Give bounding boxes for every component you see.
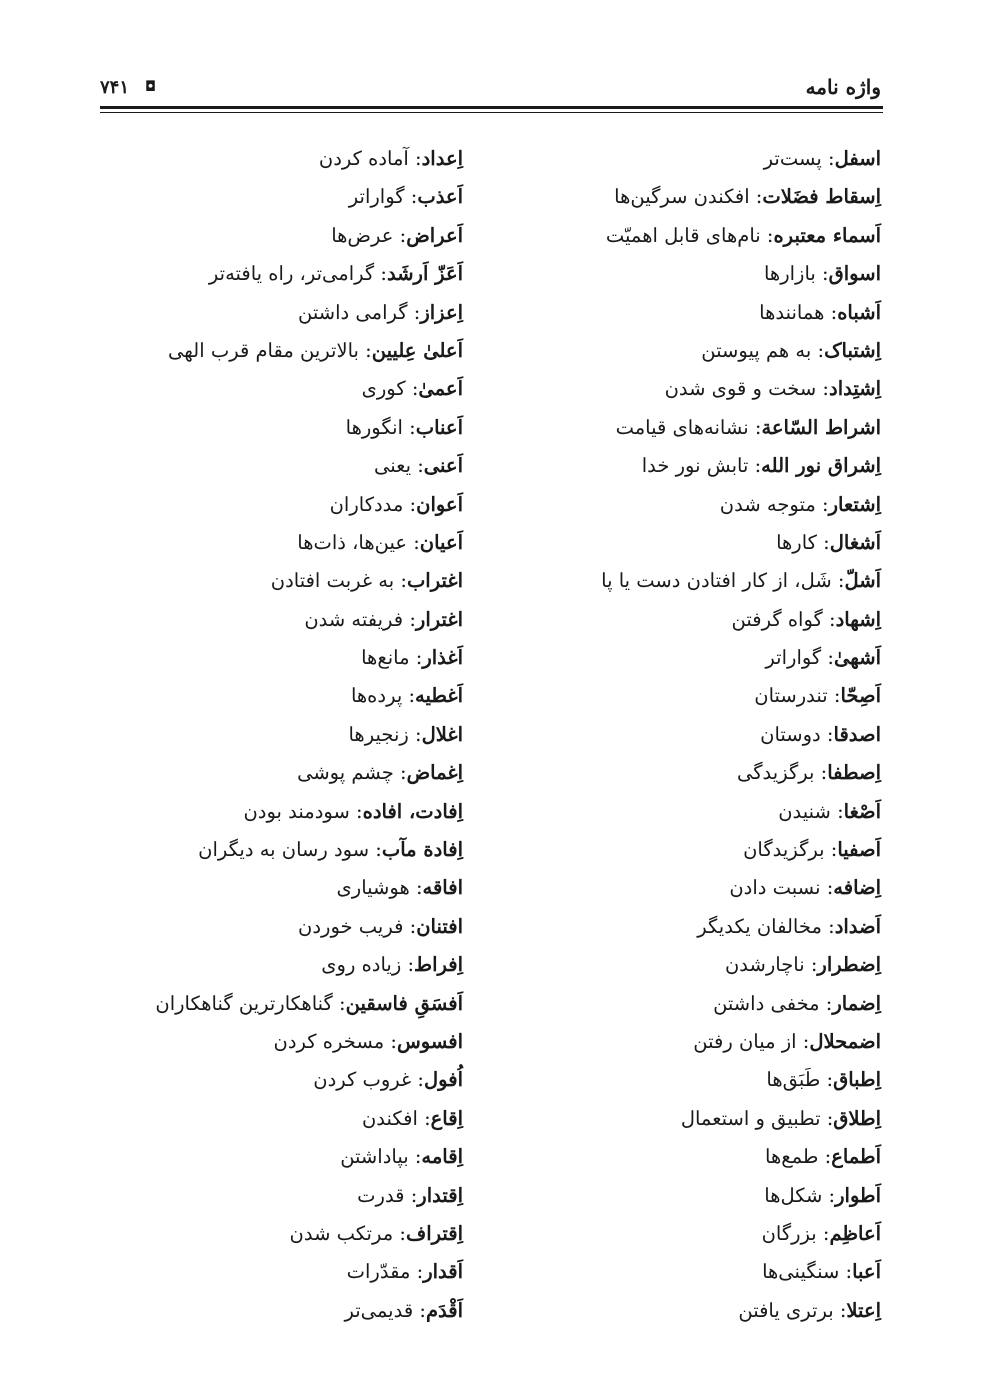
glossary-definition: طمع‌ها [765, 1145, 819, 1169]
glossary-definition: عین‌ها، ذات‌ها [297, 530, 408, 554]
glossary-entry [63, 486, 463, 524]
glossary-entry [481, 1138, 881, 1176]
term-separator: : [402, 415, 416, 439]
glossary-entry [481, 985, 881, 1023]
glossary-entry [481, 178, 881, 216]
glossary-definition: شنیدن [778, 799, 831, 823]
glossary-definition: فریب خوردن [298, 914, 404, 938]
glossary-entry [481, 639, 881, 677]
glossary-entry [481, 1177, 881, 1215]
term-separator: : [821, 646, 834, 670]
term-separator: : [408, 722, 422, 746]
glossary-entry [63, 409, 463, 447]
term-separator: : [402, 684, 416, 708]
glossary-term: اِعداد [421, 147, 463, 170]
glossary-entry [63, 1292, 463, 1330]
term-separator: : [349, 799, 363, 823]
glossary-definition: کارها [776, 530, 817, 554]
glossary-entry [481, 255, 881, 293]
glossary-entry [481, 524, 881, 562]
glossary-definition: تابش نور خدا [641, 454, 749, 478]
glossary-entry [63, 1215, 463, 1253]
glossary-definition: به غربت افتادن [270, 569, 395, 593]
glossary-entry [481, 217, 881, 255]
glossary-entry [481, 754, 881, 792]
glossary-entry [63, 754, 463, 792]
glossary-entry [481, 677, 881, 715]
glossary-term: اَشباه [837, 300, 881, 324]
glossary-definition: به هم پیوستن [701, 338, 812, 362]
glossary-definition: بالاترین مقام قرب الهی [168, 338, 359, 362]
glossary-term: اِشهاد [835, 607, 881, 631]
glossary-entry [63, 217, 463, 255]
glossary-term: اِشتعار [828, 492, 881, 516]
glossary-definition: سود رسان به دیگران [198, 838, 370, 862]
glossary-definition: مددکاران [329, 492, 404, 516]
glossary-term: اِطلاق [833, 1106, 881, 1130]
term-separator: : [393, 761, 407, 785]
glossary-term: اِقاع [430, 1106, 463, 1130]
glossary-definition: برگزیدگان [743, 838, 825, 862]
glossary-definition: قدیمی‌تر [344, 1298, 414, 1322]
term-separator: : [816, 1221, 830, 1245]
glossary-term: اِغماض [406, 761, 463, 785]
glossary-definition: مخالفان یکدیگر [697, 914, 822, 938]
glossary-definition: سنگینی‌ها [762, 1260, 840, 1284]
glossary-entry [63, 946, 463, 984]
glossary-definition: افکندن [361, 1106, 418, 1130]
term-separator: : [821, 147, 835, 170]
glossary-term: اِطباق [833, 1068, 881, 1092]
glossary-term: اَشغال [829, 530, 881, 554]
term-separator: : [410, 1260, 424, 1284]
term-separator: : [820, 1068, 834, 1092]
term-separator: : [839, 1260, 853, 1284]
glossary-term: اَعلیٰ عِلیین [371, 338, 463, 362]
glossary-entry [63, 831, 463, 869]
glossary-definition: هوشیاری [336, 876, 410, 900]
glossary-entry [481, 946, 881, 984]
glossary-term: اغترار [415, 607, 463, 631]
term-separator: : [820, 722, 834, 746]
glossary-definition: تندرستان [754, 684, 828, 708]
term-separator: : [404, 185, 418, 209]
term-separator: : [814, 761, 828, 785]
glossary-entry [481, 1023, 881, 1061]
term-separator: : [748, 415, 762, 439]
glossary-term: اِفراط [414, 953, 463, 977]
glossary-entry [63, 677, 463, 715]
glossary-definition: همانندها [759, 300, 825, 324]
glossary-entry [63, 562, 463, 600]
term-separator: : [824, 838, 838, 862]
glossary-definition: نام‌های قابل اهمیّت [605, 223, 761, 247]
term-separator: : [393, 1221, 406, 1245]
term-separator: : [816, 530, 830, 554]
term-separator: : [332, 991, 346, 1015]
glossary-entry [63, 255, 463, 293]
glossary-term: افاقه [422, 876, 463, 900]
term-separator: : [403, 914, 417, 938]
glossary-definition: گواه گرفتن [731, 607, 823, 631]
term-separator: : [407, 300, 421, 324]
glossary-term: اِعتلا [846, 1298, 881, 1322]
glossary-term: اِضطرار [817, 953, 881, 977]
glossary-entry [481, 601, 881, 639]
term-separator: : [815, 262, 829, 286]
glossary-term: اِشراق نور الله [761, 454, 881, 478]
glossary-term: اسواق [828, 262, 881, 286]
glossary-column-right [481, 140, 881, 1330]
term-separator: : [833, 1298, 847, 1322]
term-separator: : [369, 838, 382, 862]
term-separator: : [413, 1298, 426, 1322]
term-separator: : [384, 1029, 397, 1053]
glossary-entry [63, 447, 463, 485]
glossary-definition: سودمند بودن [243, 799, 350, 823]
glossary-definition: بازارها [763, 262, 816, 286]
term-separator: : [411, 454, 424, 478]
term-separator: : [816, 377, 830, 401]
glossary-term: اَعراض [406, 223, 463, 247]
glossary-term: اَقْدَم [425, 1298, 463, 1322]
term-separator: : [409, 876, 423, 900]
glossary-term: اَقدار [423, 1260, 463, 1284]
glossary-entry [481, 1215, 881, 1253]
glossary-entry [63, 178, 463, 216]
glossary-entry [481, 294, 881, 332]
glossary-definition: فریفته شدن [304, 607, 404, 631]
glossary-definition: سخت و قوی شدن [664, 377, 817, 401]
glossary-definition: گواراتر [348, 185, 405, 209]
glossary-entry [481, 1061, 881, 1099]
term-separator: : [820, 1106, 834, 1130]
term-separator: : [417, 1106, 431, 1130]
glossary-definition: از میان رفتن [693, 1029, 797, 1053]
term-separator: : [408, 1145, 422, 1169]
term-separator: : [374, 262, 387, 286]
term-separator: : [403, 607, 416, 631]
term-separator: : [749, 185, 763, 209]
term-separator: : [748, 454, 762, 478]
glossary-definition: ناچارشدن [724, 953, 805, 977]
glossary-term: اِفادة مآب [381, 838, 463, 862]
glossary-entry [63, 601, 463, 639]
glossary-term: اَعَزّ اَرشَد [386, 262, 463, 286]
glossary-definition: زنجیرها [348, 722, 409, 746]
glossary-term: اشراط السّاعة [761, 415, 881, 439]
term-separator: : [827, 684, 841, 708]
glossary-definition: عرض‌ها [331, 223, 394, 247]
term-separator: : [403, 492, 417, 516]
glossary-term: اسفل [834, 147, 881, 170]
glossary-term: اِقتراف [405, 1221, 463, 1245]
glossary-entry [63, 294, 463, 332]
glossary-term: اغتراب [406, 569, 463, 593]
term-separator: : [830, 799, 844, 823]
glossary-term: افسوس [396, 1029, 463, 1053]
glossary-definition: طَبَق‌ها [766, 1068, 821, 1092]
glossary-definition: برگزیدگی [737, 761, 815, 785]
glossary-entry [63, 332, 463, 370]
glossary-definition: کوری [361, 377, 406, 401]
term-separator: : [401, 953, 415, 977]
glossary-entry [63, 869, 463, 907]
glossary-entry [481, 831, 881, 869]
term-separator: : [393, 223, 407, 247]
term-separator: : [815, 492, 829, 516]
glossary-definition: تطبیق و استعمال [680, 1106, 821, 1130]
glossary-definition: گرامی داشتن [298, 300, 408, 324]
glossary-entry [63, 1100, 463, 1138]
glossary-definition: گرامی‌تر، راه یافته‌تر [208, 262, 375, 286]
glossary-definition: پرده‌ها [350, 684, 403, 708]
glossary-definition: یعنی [374, 454, 412, 478]
glossary-term: اُفول [424, 1068, 463, 1092]
glossary-definition: دوستان [760, 722, 821, 746]
page-header [100, 72, 881, 102]
glossary-term: اغلال [421, 722, 463, 746]
glossary-entry [63, 140, 463, 178]
glossary-entry [481, 908, 881, 946]
term-separator: : [796, 1029, 810, 1053]
glossary-entry [481, 1100, 881, 1138]
glossary-entry [63, 639, 463, 677]
glossary-term: اَطوار [835, 1183, 881, 1207]
term-separator: : [811, 338, 825, 362]
glossary-term: اِصطفا [827, 761, 881, 785]
glossary-entry [481, 1253, 881, 1291]
glossary-entry [63, 1177, 463, 1215]
glossary-entry [481, 140, 881, 178]
term-separator: : [408, 147, 422, 170]
header-rule-thin [100, 112, 883, 113]
glossary-term: اِضمار [832, 991, 881, 1015]
glossary-definition: مقدّرات [346, 1260, 411, 1284]
glossary-entry [63, 524, 463, 562]
page-title: واژه نامه [805, 75, 881, 99]
term-separator: : [831, 569, 845, 593]
term-separator: : [407, 530, 420, 554]
term-separator: : [818, 1145, 832, 1169]
glossary-definition: مسخره کردن [273, 1029, 385, 1053]
glossary-definition: شَل، از کار افتادن دست یا پا [601, 569, 832, 593]
glossary-definition: مخفی داشتن [713, 991, 820, 1015]
glossary-definition: برتری یافتن [738, 1298, 834, 1322]
glossary-term: افتنان [416, 914, 463, 938]
glossary-entry [63, 1023, 463, 1061]
glossary-entry [481, 332, 881, 370]
glossary-term: اَصْغا [843, 799, 881, 823]
glossary-entry [481, 793, 881, 831]
glossary-entry [481, 370, 881, 408]
glossary-term: اَضداد [834, 914, 881, 938]
term-separator: : [404, 1183, 418, 1207]
glossary-entry [63, 793, 463, 831]
glossary-column-left [63, 140, 463, 1330]
glossary-definition: چشم پوشی [297, 761, 394, 785]
glossary-term: اِشتِداد [829, 377, 881, 401]
glossary-entry [63, 1253, 463, 1291]
glossary-entry [63, 908, 463, 946]
glossary-entry [63, 1138, 463, 1176]
glossary-term: اَعنی [423, 454, 463, 478]
term-separator: : [394, 569, 407, 593]
term-separator: : [405, 377, 419, 401]
page-number: ۷۴۱ [100, 76, 130, 98]
glossary-term: اَعذب [417, 185, 463, 209]
glossary-term: اَصِحّا [840, 684, 881, 708]
glossary-term: اِقتدار [417, 1183, 463, 1207]
glossary-term: اصدقا [833, 722, 881, 746]
page-number-group [100, 77, 156, 98]
term-separator: : [819, 991, 833, 1015]
glossary-definition: غروب کردن [313, 1068, 412, 1092]
glossary-term: اِشتباک [824, 338, 881, 362]
glossary-entry [481, 1292, 881, 1330]
term-separator: : [358, 338, 372, 362]
glossary-entry [63, 1061, 463, 1099]
glossary-definition: گناهکارترین گناهکاران [155, 991, 333, 1015]
glossary-definition: نشانه‌های قیامت [615, 415, 749, 439]
glossary-definition: متوجه شدن [719, 492, 816, 516]
glossary-term: اَطماع [831, 1145, 881, 1169]
glossary-term: اِعزاز [420, 300, 463, 324]
glossary-entry [481, 409, 881, 447]
glossary-definition: پست‌تر [763, 147, 822, 170]
glossary-term: اَفسَقِ فاسقین [345, 991, 463, 1015]
glossary-term: اِسقاط فضَلات [762, 185, 881, 209]
glossary-definition: افکندن سرگین‌ها [614, 185, 750, 209]
glossary-term: اَشهیٰ [834, 646, 881, 670]
term-separator: : [820, 876, 834, 900]
glossary-definition: گواراتر [765, 646, 822, 670]
glossary-term: اَغطیه [415, 684, 463, 708]
term-separator: : [821, 914, 835, 938]
glossary-term: اَشلّ [844, 569, 881, 593]
glossary-term: اَصفیا [837, 838, 881, 862]
term-separator: : [411, 1068, 425, 1092]
term-separator: : [822, 607, 836, 631]
glossary-definition: نسبت دادن [729, 876, 821, 900]
glossary-term: اَعبا [852, 1260, 881, 1284]
glossary-entry [63, 716, 463, 754]
glossary-term: اَعاظِم [829, 1221, 881, 1245]
glossary-term: اَغذار [422, 646, 463, 670]
glossary-term: اَعوان [416, 492, 463, 516]
glossary-entry [481, 562, 881, 600]
header-rule-thick [100, 106, 883, 109]
glossary-definition: شکل‌ها [764, 1183, 823, 1207]
glossary-definition: بپاداشتن [340, 1145, 409, 1169]
glossary-entry [481, 716, 881, 754]
page-marker-icon: ◘ [145, 79, 157, 95]
glossary-definition: مرتکب شدن [289, 1221, 394, 1245]
glossary-entry [481, 447, 881, 485]
glossary-term: اِقامه [421, 1145, 463, 1169]
glossary-entry [481, 486, 881, 524]
glossary-definition: آماده کردن [318, 147, 409, 170]
glossary-term: اِضافه [833, 876, 881, 900]
glossary-term: اَسماء معتبره [773, 223, 881, 247]
glossary-term: اِفادت، افاده [362, 799, 463, 823]
glossary-term: اَعمیٰ [418, 377, 463, 401]
glossary-term: اَعیان [419, 530, 463, 554]
glossary-definition: بزرگان [761, 1221, 817, 1245]
glossary-term: اضمحلال [809, 1029, 881, 1053]
term-separator: : [409, 646, 423, 670]
term-separator: : [804, 953, 818, 977]
glossary-definition: مانع‌ها [361, 646, 410, 670]
term-separator: : [824, 300, 838, 324]
glossary-term: اَعناب [415, 415, 463, 439]
glossary-definition: قدرت [357, 1183, 405, 1207]
glossary-definition: زیاده روی [321, 953, 402, 977]
glossary-entry [63, 370, 463, 408]
term-separator: : [760, 223, 774, 247]
glossary-entry [481, 869, 881, 907]
glossary-entry [63, 985, 463, 1023]
glossary-definition: انگورها [345, 415, 403, 439]
term-separator: : [822, 1183, 836, 1207]
